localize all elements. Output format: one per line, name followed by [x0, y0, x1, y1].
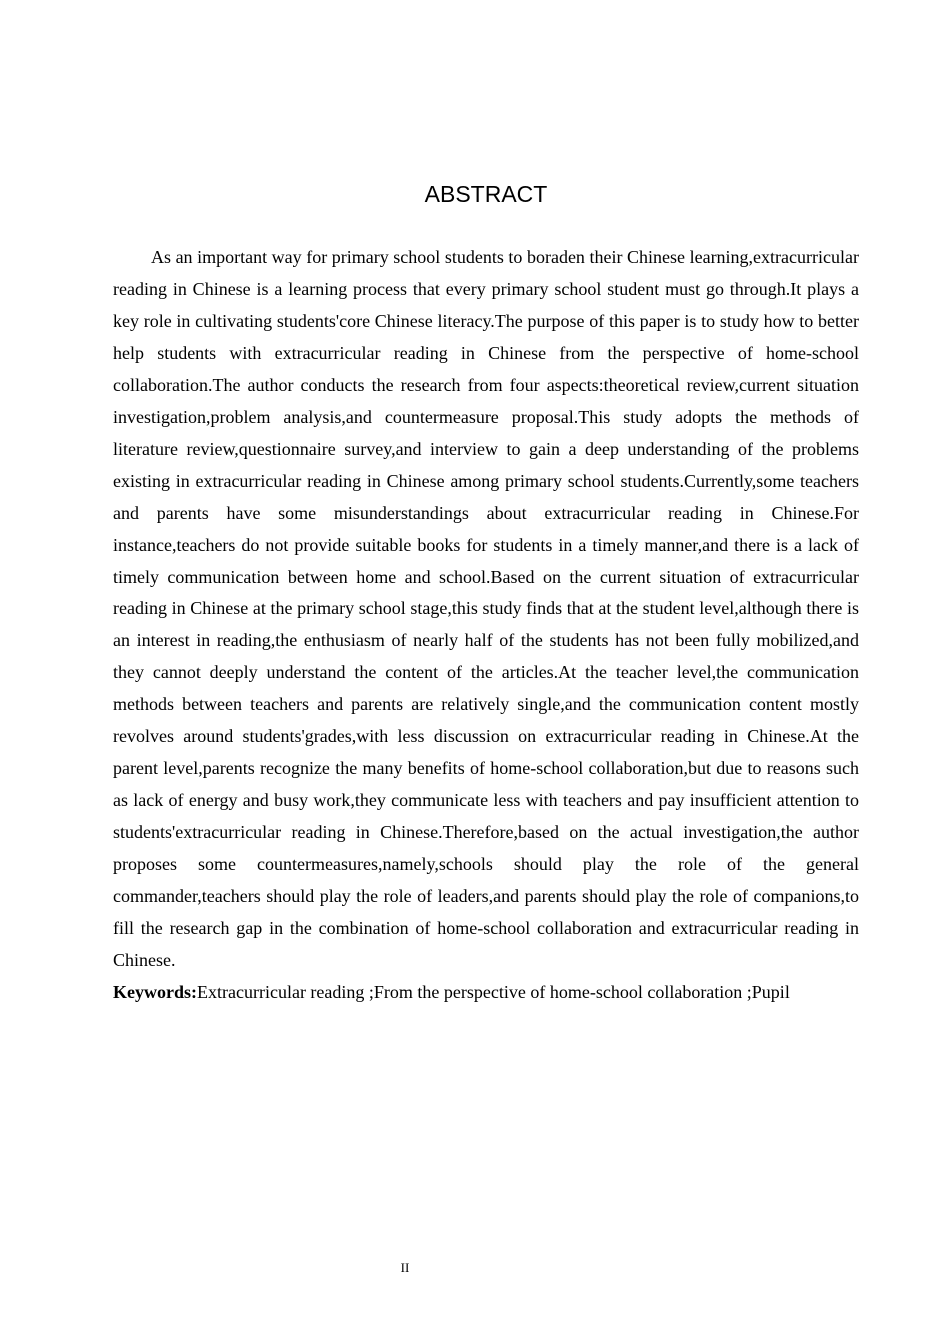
- keywords-text: Extracurricular reading ;From the perspective of home-school collaboration ;Pupil: [197, 982, 790, 1002]
- page-number: II: [400, 1260, 410, 1275]
- abstract-body: As an important way for primary school students to boraden their Chinese learning,extracurricular reading in Chinese is a learning process that every primary school student must go through.It plays a key role in cultivating students'core Chinese literacy.The purpose of this paper is to study how to better help students with extracurricular reading in Chinese from the perspective of home-school collaboration.The author conducts the research from four aspects:theoretical review,current situation investigation,problem analysis,and countermeasure proposal.This study adopts the methods of literature review,questionnaire survey,and interview to gain a deep understanding of the problems existing in extracurricular reading in Chinese among primary school students.Currently,some teachers and parents have some misunderstandings about extracurricular reading in Chinese.For instance,teachers do not provide suitable books for students in a timely manner,and there is a lack of timely communication between home and school.Based on the current situation of extracurricular reading in Chinese at the primary school stage,this study finds that at the student level,although there is an interest in reading,the enthusiasm of nearly half of the students has not been fully mobilized,and they cannot deeply understand the content of the articles.At the teacher level,the communication methods between teachers and parents are relatively single,and the communication content mostly revolves around students'grades,with less discussion on extracurricular reading in Chinese.At the parent level,parents recognize the many benefits of home-school collaboration,but due to reasons such as lack of energy and busy work,they communicate less with teachers and pay insufficient attention to students'extracurricular reading in Chinese.Therefore,based on the actual investigation,the author proposes some countermeasures,namely,schools should play the role of the general commander,teachers should play the role of leaders,and parents should play the role of companions,to fill the research gap in the combination of home-school collaboration and extracurricular reading in Chinese.: [113, 247, 859, 970]
- keywords-line: [113, 976, 859, 1008]
- abstract-title: ABSTRACT: [424, 181, 548, 207]
- keywords-label: Keywords:: [113, 982, 197, 1002]
